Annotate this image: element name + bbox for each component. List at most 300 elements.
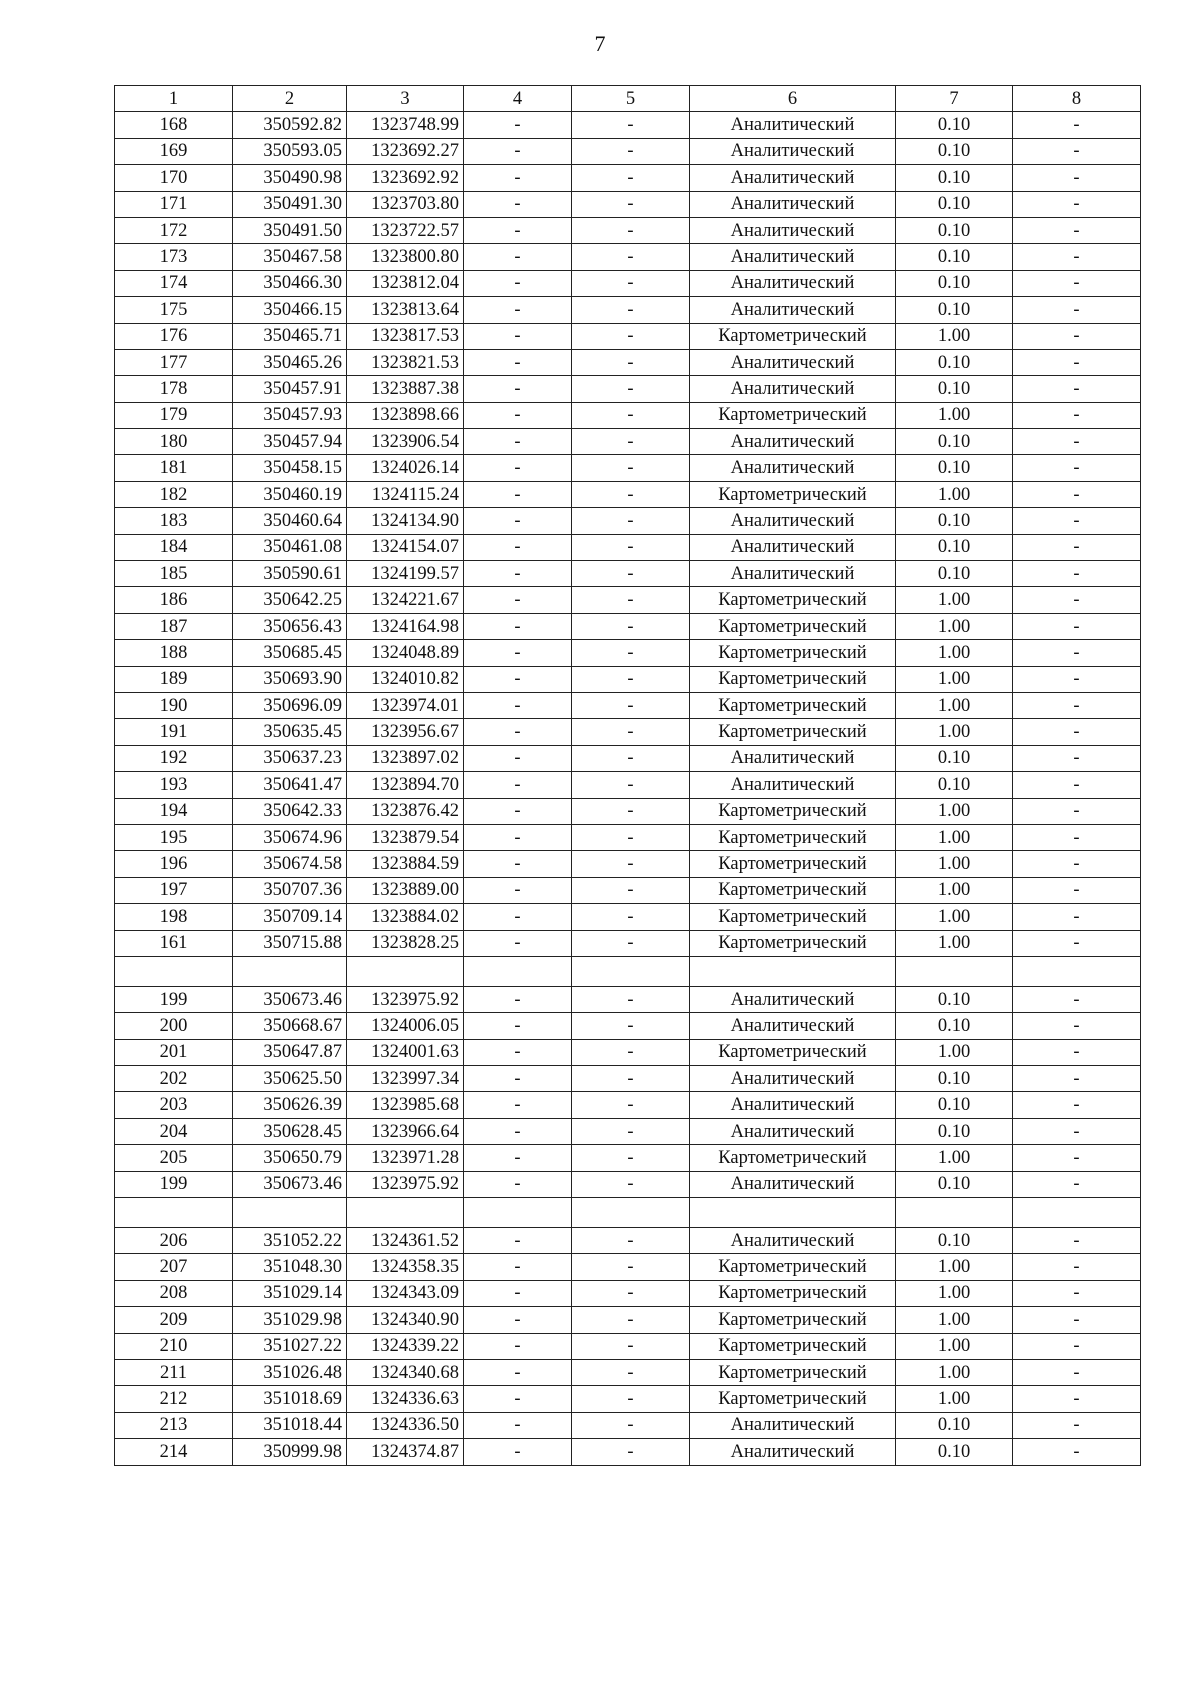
accuracy-cell: 1.00	[896, 1333, 1013, 1359]
accuracy-cell: 1.00	[896, 1386, 1013, 1412]
y-coordinate-cell: 1323894.70	[347, 772, 464, 798]
empty-cell	[1013, 956, 1141, 986]
point-number-cell: 176	[115, 323, 233, 349]
point-number-cell: 179	[115, 402, 233, 428]
col8-value-cell: -	[1013, 270, 1141, 296]
x-coordinate-cell: 350465.71	[233, 323, 347, 349]
method-cell: Картометрический	[690, 640, 896, 666]
table-row	[115, 1066, 1141, 1092]
col5-value-cell: -	[572, 1228, 690, 1254]
x-coordinate-cell: 350693.90	[233, 666, 347, 692]
empty-cell	[464, 956, 572, 986]
table-row	[115, 376, 1141, 402]
y-coordinate-cell: 1323997.34	[347, 1066, 464, 1092]
x-coordinate-cell: 350461.08	[233, 534, 347, 560]
x-coordinate-cell: 350696.09	[233, 692, 347, 718]
col4-value-cell: -	[464, 613, 572, 639]
point-number-cell: 196	[115, 851, 233, 877]
col5-value-cell: -	[572, 1039, 690, 1065]
x-coordinate-cell: 350590.61	[233, 561, 347, 587]
table-row	[115, 270, 1141, 296]
col8-value-cell: -	[1013, 1228, 1141, 1254]
table-row	[115, 904, 1141, 930]
method-cell: Картометрический	[690, 851, 896, 877]
col8-value-cell: -	[1013, 455, 1141, 481]
method-cell: Аналитический	[690, 534, 896, 560]
y-coordinate-cell: 1324340.68	[347, 1359, 464, 1385]
col5-value-cell: -	[572, 455, 690, 481]
col5-value-cell: -	[572, 1386, 690, 1412]
table-row	[115, 1092, 1141, 1118]
y-coordinate-cell: 1323800.80	[347, 244, 464, 270]
table-row	[115, 297, 1141, 323]
col8-value-cell: -	[1013, 349, 1141, 375]
empty-cell	[690, 956, 896, 986]
accuracy-cell: 0.10	[896, 191, 1013, 217]
col8-value-cell: -	[1013, 1254, 1141, 1280]
x-coordinate-cell: 351048.30	[233, 1254, 347, 1280]
y-coordinate-cell: 1324134.90	[347, 508, 464, 534]
col5-value-cell: -	[572, 1307, 690, 1333]
table-row	[115, 1412, 1141, 1438]
y-coordinate-cell: 1324154.07	[347, 534, 464, 560]
method-cell: Аналитический	[690, 1412, 896, 1438]
col8-value-cell: -	[1013, 217, 1141, 243]
point-number-cell: 175	[115, 297, 233, 323]
table-row	[115, 666, 1141, 692]
point-number-cell: 180	[115, 429, 233, 455]
method-cell: Аналитический	[690, 1092, 896, 1118]
y-coordinate-cell: 1324343.09	[347, 1280, 464, 1306]
col8-value-cell: -	[1013, 244, 1141, 270]
col5-value-cell: -	[572, 1254, 690, 1280]
accuracy-cell: 0.10	[896, 165, 1013, 191]
y-coordinate-cell: 1323887.38	[347, 376, 464, 402]
x-coordinate-cell: 350460.19	[233, 481, 347, 507]
accuracy-cell: 0.10	[896, 1118, 1013, 1144]
x-coordinate-cell: 351029.98	[233, 1307, 347, 1333]
col5-value-cell: -	[572, 1171, 690, 1197]
empty-cell	[690, 1198, 896, 1228]
col4-value-cell: -	[464, 1333, 572, 1359]
point-number-cell: 187	[115, 613, 233, 639]
accuracy-cell: 1.00	[896, 851, 1013, 877]
x-coordinate-cell: 351027.22	[233, 1333, 347, 1359]
table-row	[115, 1013, 1141, 1039]
col5-value-cell: -	[572, 376, 690, 402]
accuracy-cell: 0.10	[896, 986, 1013, 1012]
method-cell: Аналитический	[690, 1118, 896, 1144]
column-header: 1	[115, 86, 233, 112]
col5-value-cell: -	[572, 877, 690, 903]
table-row	[115, 824, 1141, 850]
col5-value-cell: -	[572, 165, 690, 191]
table-row	[115, 1280, 1141, 1306]
col8-value-cell: -	[1013, 1013, 1141, 1039]
y-coordinate-cell: 1324221.67	[347, 587, 464, 613]
table-row	[115, 692, 1141, 718]
point-number-cell: 193	[115, 772, 233, 798]
empty-cell	[572, 1198, 690, 1228]
col8-value-cell: -	[1013, 640, 1141, 666]
empty-cell	[896, 1198, 1013, 1228]
y-coordinate-cell: 1324336.63	[347, 1386, 464, 1412]
col5-value-cell: -	[572, 297, 690, 323]
y-coordinate-cell: 1323813.64	[347, 297, 464, 323]
col8-value-cell: -	[1013, 1280, 1141, 1306]
table-row	[115, 165, 1141, 191]
accuracy-cell: 1.00	[896, 1145, 1013, 1171]
point-number-cell: 212	[115, 1386, 233, 1412]
x-coordinate-cell: 350592.82	[233, 112, 347, 138]
col5-value-cell: -	[572, 323, 690, 349]
col8-value-cell: -	[1013, 930, 1141, 956]
page-number: 7	[594, 31, 606, 56]
x-coordinate-cell: 350642.25	[233, 587, 347, 613]
col4-value-cell: -	[464, 719, 572, 745]
method-cell: Картометрический	[690, 692, 896, 718]
col8-value-cell: -	[1013, 587, 1141, 613]
x-coordinate-cell: 350491.30	[233, 191, 347, 217]
coordinates-table	[114, 85, 1141, 1466]
y-coordinate-cell: 1324374.87	[347, 1439, 464, 1465]
accuracy-cell: 0.10	[896, 244, 1013, 270]
column-header: 6	[690, 86, 896, 112]
table-row	[115, 1386, 1141, 1412]
col4-value-cell: -	[464, 534, 572, 560]
col8-value-cell: -	[1013, 534, 1141, 560]
point-number-cell: 185	[115, 561, 233, 587]
method-cell: Аналитический	[690, 217, 896, 243]
col5-value-cell: -	[572, 772, 690, 798]
x-coordinate-cell: 350709.14	[233, 904, 347, 930]
y-coordinate-cell: 1323722.57	[347, 217, 464, 243]
col4-value-cell: -	[464, 508, 572, 534]
col8-value-cell: -	[1013, 561, 1141, 587]
column-header: 8	[1013, 86, 1141, 112]
x-coordinate-cell: 350674.96	[233, 824, 347, 850]
col4-value-cell: -	[464, 798, 572, 824]
x-coordinate-cell: 350674.58	[233, 851, 347, 877]
col4-value-cell: -	[464, 270, 572, 296]
col5-value-cell: -	[572, 666, 690, 692]
col5-value-cell: -	[572, 1333, 690, 1359]
point-number-cell: 188	[115, 640, 233, 666]
x-coordinate-cell: 350637.23	[233, 745, 347, 771]
x-coordinate-cell: 350642.33	[233, 798, 347, 824]
accuracy-cell: 0.10	[896, 270, 1013, 296]
x-coordinate-cell: 350457.91	[233, 376, 347, 402]
col4-value-cell: -	[464, 772, 572, 798]
col5-value-cell: -	[572, 692, 690, 718]
table-row	[115, 561, 1141, 587]
x-coordinate-cell: 350685.45	[233, 640, 347, 666]
col5-value-cell: -	[572, 824, 690, 850]
table-row	[115, 587, 1141, 613]
point-number-cell: 177	[115, 349, 233, 375]
point-number-cell: 183	[115, 508, 233, 534]
col4-value-cell: -	[464, 1280, 572, 1306]
x-coordinate-cell: 350673.46	[233, 986, 347, 1012]
col4-value-cell: -	[464, 481, 572, 507]
accuracy-cell: 0.10	[896, 138, 1013, 164]
col4-value-cell: -	[464, 402, 572, 428]
method-cell: Аналитический	[690, 1171, 896, 1197]
col4-value-cell: -	[464, 1145, 572, 1171]
table-row	[115, 112, 1141, 138]
col4-value-cell: -	[464, 824, 572, 850]
col8-value-cell: -	[1013, 877, 1141, 903]
y-coordinate-cell: 1323975.92	[347, 986, 464, 1012]
col8-value-cell: -	[1013, 1145, 1141, 1171]
accuracy-cell: 1.00	[896, 587, 1013, 613]
accuracy-cell: 0.10	[896, 534, 1013, 560]
col5-value-cell: -	[572, 930, 690, 956]
col4-value-cell: -	[464, 217, 572, 243]
point-number-cell: 172	[115, 217, 233, 243]
table-row	[115, 719, 1141, 745]
col8-value-cell: -	[1013, 613, 1141, 639]
accuracy-cell: 1.00	[896, 481, 1013, 507]
x-coordinate-cell: 351052.22	[233, 1228, 347, 1254]
col5-value-cell: -	[572, 1013, 690, 1039]
point-number-cell: 174	[115, 270, 233, 296]
x-coordinate-cell: 351026.48	[233, 1359, 347, 1385]
y-coordinate-cell: 1324010.82	[347, 666, 464, 692]
method-cell: Аналитический	[690, 508, 896, 534]
empty-cell	[233, 1198, 347, 1228]
col4-value-cell: -	[464, 877, 572, 903]
col8-value-cell: -	[1013, 1092, 1141, 1118]
col8-value-cell: -	[1013, 904, 1141, 930]
point-number-cell: 208	[115, 1280, 233, 1306]
table-row	[115, 429, 1141, 455]
accuracy-cell: 0.10	[896, 1013, 1013, 1039]
col8-value-cell: -	[1013, 323, 1141, 349]
col8-value-cell: -	[1013, 1066, 1141, 1092]
column-header: 4	[464, 86, 572, 112]
y-coordinate-cell: 1324361.52	[347, 1228, 464, 1254]
col5-value-cell: -	[572, 613, 690, 639]
x-coordinate-cell: 351018.69	[233, 1386, 347, 1412]
empty-cell	[572, 956, 690, 986]
point-number-cell: 199	[115, 1171, 233, 1197]
table-row	[115, 402, 1141, 428]
method-cell: Аналитический	[690, 561, 896, 587]
column-header: 2	[233, 86, 347, 112]
col8-value-cell: -	[1013, 798, 1141, 824]
y-coordinate-cell: 1323898.66	[347, 402, 464, 428]
table-row	[115, 1039, 1141, 1065]
method-cell: Картометрический	[690, 587, 896, 613]
accuracy-cell: 0.10	[896, 349, 1013, 375]
col8-value-cell: -	[1013, 851, 1141, 877]
empty-cell	[115, 956, 233, 986]
y-coordinate-cell: 1324358.35	[347, 1254, 464, 1280]
point-number-cell: 181	[115, 455, 233, 481]
col4-value-cell: -	[464, 1412, 572, 1438]
col8-value-cell: -	[1013, 165, 1141, 191]
y-coordinate-cell: 1323906.54	[347, 429, 464, 455]
accuracy-cell: 0.10	[896, 561, 1013, 587]
empty-cell	[464, 1198, 572, 1228]
accuracy-cell: 0.10	[896, 1066, 1013, 1092]
x-coordinate-cell: 350465.26	[233, 349, 347, 375]
col8-value-cell: -	[1013, 1039, 1141, 1065]
point-number-cell: 194	[115, 798, 233, 824]
col5-value-cell: -	[572, 1092, 690, 1118]
x-coordinate-cell: 350656.43	[233, 613, 347, 639]
col8-value-cell: -	[1013, 191, 1141, 217]
accuracy-cell: 0.10	[896, 297, 1013, 323]
y-coordinate-cell: 1323884.59	[347, 851, 464, 877]
y-coordinate-cell: 1324006.05	[347, 1013, 464, 1039]
table-row	[115, 613, 1141, 639]
method-cell: Аналитический	[690, 772, 896, 798]
col4-value-cell: -	[464, 851, 572, 877]
x-coordinate-cell: 350490.98	[233, 165, 347, 191]
point-number-cell: 206	[115, 1228, 233, 1254]
point-number-cell: 200	[115, 1013, 233, 1039]
point-number-cell: 186	[115, 587, 233, 613]
col5-value-cell: -	[572, 745, 690, 771]
x-coordinate-cell: 350466.15	[233, 297, 347, 323]
col4-value-cell: -	[464, 1254, 572, 1280]
col4-value-cell: -	[464, 1386, 572, 1412]
y-coordinate-cell: 1323956.67	[347, 719, 464, 745]
x-coordinate-cell: 350635.45	[233, 719, 347, 745]
col8-value-cell: -	[1013, 1386, 1141, 1412]
col5-value-cell: -	[572, 244, 690, 270]
y-coordinate-cell: 1324048.89	[347, 640, 464, 666]
col5-value-cell: -	[572, 1066, 690, 1092]
accuracy-cell: 1.00	[896, 877, 1013, 903]
method-cell: Аналитический	[690, 376, 896, 402]
col4-value-cell: -	[464, 244, 572, 270]
method-cell: Аналитический	[690, 165, 896, 191]
accuracy-cell: 1.00	[896, 402, 1013, 428]
col8-value-cell: -	[1013, 1359, 1141, 1385]
accuracy-cell: 1.00	[896, 1359, 1013, 1385]
point-number-cell: 214	[115, 1439, 233, 1465]
y-coordinate-cell: 1323812.04	[347, 270, 464, 296]
col4-value-cell: -	[464, 429, 572, 455]
y-coordinate-cell: 1323897.02	[347, 745, 464, 771]
point-number-cell: 199	[115, 986, 233, 1012]
col5-value-cell: -	[572, 349, 690, 375]
col4-value-cell: -	[464, 112, 572, 138]
method-cell: Картометрический	[690, 1039, 896, 1065]
method-cell: Картометрический	[690, 719, 896, 745]
col5-value-cell: -	[572, 719, 690, 745]
y-coordinate-cell: 1323971.28	[347, 1145, 464, 1171]
col5-value-cell: -	[572, 270, 690, 296]
point-number-cell: 213	[115, 1412, 233, 1438]
y-coordinate-cell: 1324340.90	[347, 1307, 464, 1333]
y-coordinate-cell: 1323975.92	[347, 1171, 464, 1197]
table-row	[115, 508, 1141, 534]
table-separator-row	[115, 956, 1141, 986]
point-number-cell: 169	[115, 138, 233, 164]
method-cell: Аналитический	[690, 191, 896, 217]
y-coordinate-cell: 1323879.54	[347, 824, 464, 850]
col5-value-cell: -	[572, 1412, 690, 1438]
y-coordinate-cell: 1323966.64	[347, 1118, 464, 1144]
method-cell: Картометрический	[690, 1254, 896, 1280]
method-cell: Аналитический	[690, 429, 896, 455]
method-cell: Аналитический	[690, 112, 896, 138]
accuracy-cell: 0.10	[896, 1171, 1013, 1197]
method-cell: Картометрический	[690, 1333, 896, 1359]
col5-value-cell: -	[572, 191, 690, 217]
x-coordinate-cell: 350458.15	[233, 455, 347, 481]
table-row	[115, 244, 1141, 270]
point-number-cell: 182	[115, 481, 233, 507]
method-cell: Аналитический	[690, 745, 896, 771]
table-row	[115, 191, 1141, 217]
point-number-cell: 198	[115, 904, 233, 930]
col4-value-cell: -	[464, 904, 572, 930]
accuracy-cell: 0.10	[896, 217, 1013, 243]
col8-value-cell: -	[1013, 1307, 1141, 1333]
accuracy-cell: 1.00	[896, 824, 1013, 850]
point-number-cell: 207	[115, 1254, 233, 1280]
point-number-cell: 204	[115, 1118, 233, 1144]
y-coordinate-cell: 1323692.92	[347, 165, 464, 191]
point-number-cell: 210	[115, 1333, 233, 1359]
table-row	[115, 217, 1141, 243]
point-number-cell: 184	[115, 534, 233, 560]
table-row	[115, 877, 1141, 903]
col8-value-cell: -	[1013, 112, 1141, 138]
y-coordinate-cell: 1323821.53	[347, 349, 464, 375]
table-row	[115, 323, 1141, 349]
empty-cell	[115, 1198, 233, 1228]
y-coordinate-cell: 1323817.53	[347, 323, 464, 349]
col8-value-cell: -	[1013, 1439, 1141, 1465]
table-header-row	[115, 86, 1141, 112]
method-cell: Аналитический	[690, 1066, 896, 1092]
accuracy-cell: 0.10	[896, 508, 1013, 534]
table-row	[115, 986, 1141, 1012]
x-coordinate-cell: 351029.14	[233, 1280, 347, 1306]
accuracy-cell: 1.00	[896, 904, 1013, 930]
col4-value-cell: -	[464, 1439, 572, 1465]
col4-value-cell: -	[464, 455, 572, 481]
col4-value-cell: -	[464, 1307, 572, 1333]
col8-value-cell: -	[1013, 429, 1141, 455]
point-number-cell: 173	[115, 244, 233, 270]
method-cell: Картометрический	[690, 402, 896, 428]
table-row	[115, 1254, 1141, 1280]
col4-value-cell: -	[464, 986, 572, 1012]
method-cell: Аналитический	[690, 1228, 896, 1254]
point-number-cell: 178	[115, 376, 233, 402]
point-number-cell: 197	[115, 877, 233, 903]
col4-value-cell: -	[464, 165, 572, 191]
accuracy-cell: 0.10	[896, 455, 1013, 481]
x-coordinate-cell: 350457.93	[233, 402, 347, 428]
point-number-cell: 190	[115, 692, 233, 718]
col5-value-cell: -	[572, 481, 690, 507]
method-cell: Аналитический	[690, 244, 896, 270]
col8-value-cell: -	[1013, 772, 1141, 798]
method-cell: Картометрический	[690, 798, 896, 824]
point-number-cell: 189	[115, 666, 233, 692]
accuracy-cell: 1.00	[896, 613, 1013, 639]
col4-value-cell: -	[464, 666, 572, 692]
col4-value-cell: -	[464, 1066, 572, 1092]
